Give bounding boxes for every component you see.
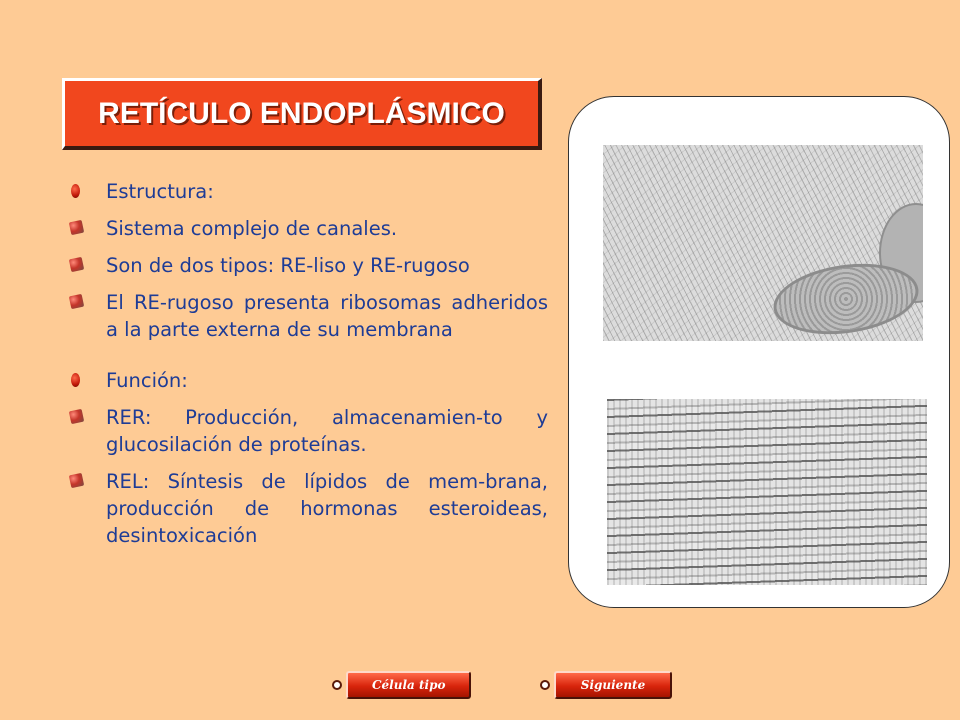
- cell-type-label: Célula tipo: [346, 671, 471, 699]
- bullet-icon: [69, 257, 84, 272]
- micrograph-smooth-er: [603, 145, 923, 341]
- section-heading-funcion: Función:: [66, 367, 548, 394]
- radio-dot-icon: [540, 680, 550, 690]
- bullet-icon: [69, 220, 84, 235]
- title-banner: [62, 78, 542, 150]
- bullet-icon: [69, 409, 84, 424]
- next-label: Siguiente: [554, 671, 672, 699]
- bullet-icon: [69, 294, 84, 309]
- next-button[interactable]: [540, 670, 672, 700]
- list-item: Son de dos tipos: RE-liso y RE-rugoso: [66, 252, 548, 279]
- item-label: RER:: [106, 406, 152, 429]
- cell-type-button[interactable]: [332, 670, 471, 700]
- bullet-icon: [69, 473, 84, 488]
- page-title: RETÍCULO ENDOPLÁSMICO: [98, 96, 505, 130]
- list-item: REL: Síntesis de lípidos de mem-brana, producción de hormonas esteroideas, desintoxicación: [66, 468, 548, 549]
- bullet-icon: [71, 184, 80, 198]
- list-item: El RE-rugoso presenta ribosomas adheridos a la parte externa de su membrana: [66, 289, 548, 343]
- radio-dot-icon: [332, 680, 342, 690]
- bullet-icon: [71, 373, 80, 387]
- list-item: Sistema complejo de canales.: [66, 215, 548, 242]
- micrograph-rough-er: [607, 399, 927, 585]
- micrograph-panel: [568, 96, 950, 608]
- main-content: [66, 178, 548, 549]
- section-heading-estructura: Estructura:: [66, 178, 548, 205]
- list-item: RER: Producción, almacenamien-to y glucosilación de proteínas.: [66, 404, 548, 458]
- item-label: REL:: [106, 470, 150, 493]
